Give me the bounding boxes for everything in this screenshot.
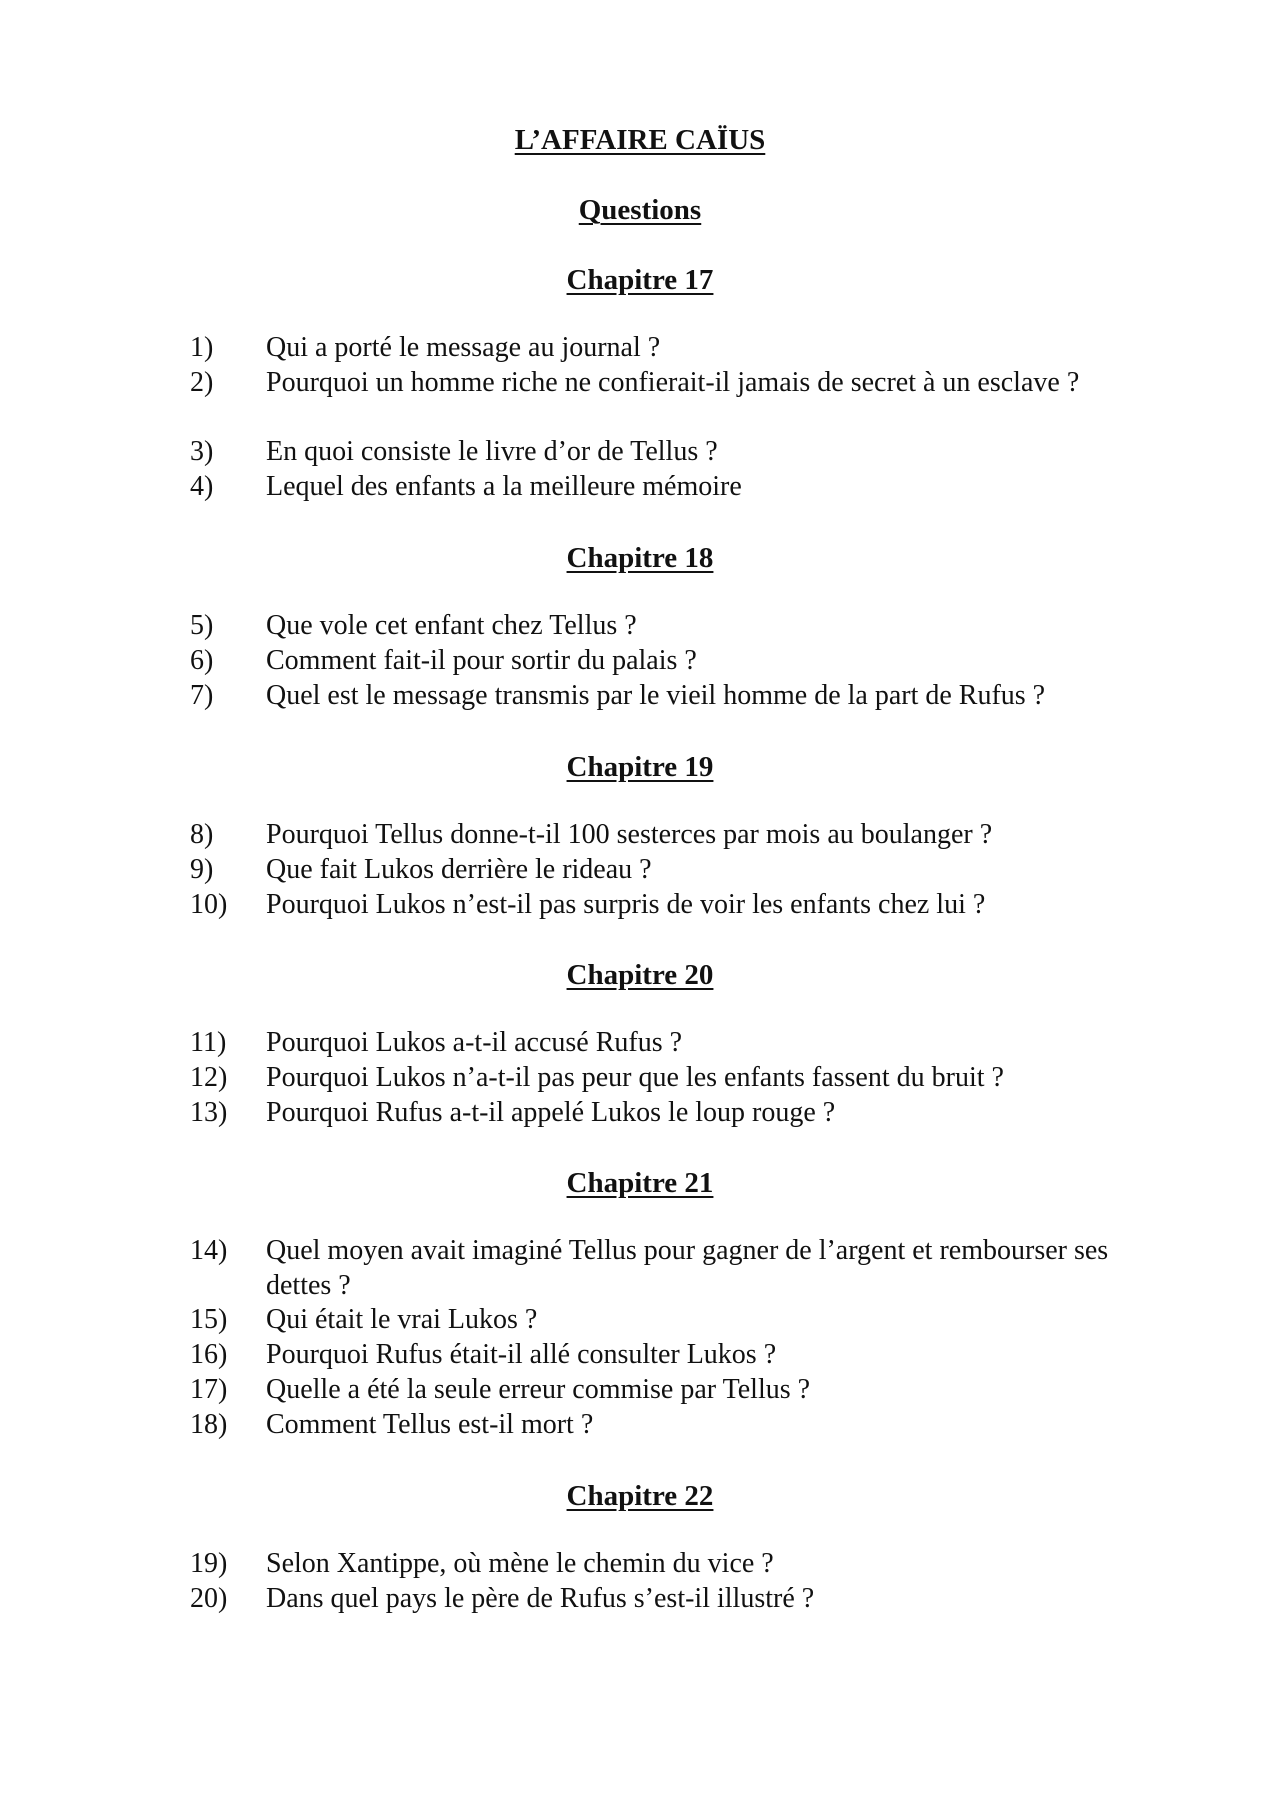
question-number: 11) — [190, 1027, 227, 1058]
question-number: 12) — [190, 1062, 228, 1093]
question-text: Pourquoi Lukos n’est-il pas surpris de voir les enfants chez lui ? — [266, 889, 986, 920]
question-number: 14) — [190, 1235, 228, 1266]
question-text: Pourquoi un homme riche ne confierait-il jamais de secret à un esclave ? — [266, 367, 1080, 398]
question-number: 15) — [190, 1304, 228, 1335]
question-text: Pourquoi Rufus était-il allé consulter Lukos ? — [266, 1339, 777, 1370]
question-text: Comment fait-il pour sortir du palais ? — [266, 645, 697, 676]
question-text: Quelle a été la seule erreur commise par Tellus ? — [266, 1374, 811, 1405]
question-number: 2) — [190, 367, 214, 398]
chapter-heading: Chapitre 19 — [566, 751, 714, 783]
question-number: 7) — [190, 680, 214, 711]
question-number: 3) — [190, 436, 214, 467]
chapter-heading: Chapitre 22 — [566, 1480, 714, 1512]
question-text: Qui était le vrai Lukos ? — [266, 1304, 538, 1335]
question-number: 13) — [190, 1097, 228, 1128]
document-title: L’AFFAIRE CAÏUS — [514, 124, 766, 156]
question-text: Lequel des enfants a la meilleure mémoire — [266, 471, 742, 502]
question-text: Que vole cet enfant chez Tellus ? — [266, 610, 637, 641]
question-text: Pourquoi Lukos n’a-t-il pas peur que les enfants fassent du bruit ? — [266, 1062, 1004, 1093]
question-number: 9) — [190, 854, 214, 885]
question-number: 8) — [190, 819, 214, 850]
chapter-heading: Chapitre 18 — [566, 542, 714, 574]
question-text: Comment Tellus est-il mort ? — [266, 1409, 594, 1440]
question-text: Dans quel pays le père de Rufus s’est-il illustré ? — [266, 1583, 815, 1614]
question-number: 16) — [190, 1339, 228, 1370]
question-number: 20) — [190, 1583, 228, 1614]
question-number: 18) — [190, 1409, 228, 1440]
question-text: Pourquoi Lukos a-t-il accusé Rufus ? — [266, 1027, 683, 1058]
question-text: Que fait Lukos derrière le rideau ? — [266, 854, 652, 885]
chapter-heading: Chapitre 17 — [566, 264, 714, 296]
question-number: 17) — [190, 1374, 228, 1405]
chapter-heading: Chapitre 21 — [566, 1167, 714, 1199]
document-subtitle: Questions — [578, 194, 702, 226]
chapter-heading: Chapitre 20 — [566, 959, 714, 991]
question-text: Pourquoi Tellus donne-t-il 100 sesterces par mois au boulanger ? — [266, 819, 993, 850]
question-number: 6) — [190, 645, 214, 676]
question-number: 1) — [190, 332, 214, 363]
question-text: Quel est le message transmis par le vieil homme de la part de Rufus ? — [266, 680, 1046, 711]
question-number: 4) — [190, 471, 214, 502]
question-text: Quel moyen avait imaginé Tellus pour gagner de l’argent et rembourser ses dettes ? — [266, 1235, 1109, 1301]
question-number: 10) — [190, 889, 228, 920]
question-text: Selon Xantippe, où mène le chemin du vice ? — [266, 1548, 774, 1579]
question-text: Pourquoi Rufus a-t-il appelé Lukos le loup rouge ? — [266, 1097, 836, 1128]
question-text: En quoi consiste le livre d’or de Tellus ? — [266, 436, 718, 467]
question-number: 19) — [190, 1548, 228, 1579]
question-text: Qui a porté le message au journal ? — [266, 332, 661, 363]
question-number: 5) — [190, 610, 214, 641]
